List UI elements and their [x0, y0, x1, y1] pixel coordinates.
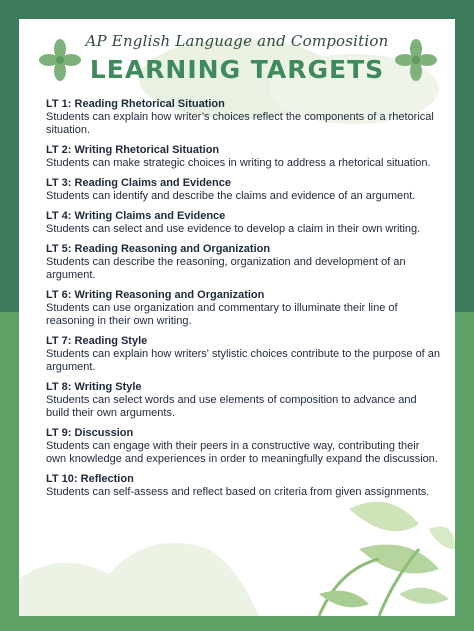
- learning-targets-card: [19, 19, 455, 616]
- target-description: Students can engage with their peers in a constructive way, contributing their own knowledge and experiences in order to meaningfully expand the discussion.: [46, 440, 438, 465]
- target-heading: LT 2: Writing Rhetorical Situation: [46, 144, 220, 156]
- target-heading: LT 7: Reading Style: [46, 335, 148, 347]
- target-description: Students can describe the reasoning, organization and development of an argument.: [46, 256, 406, 281]
- target-heading: LT 6: Writing Reasoning and Organization: [46, 289, 265, 301]
- plant-foliage-icon: [19, 489, 455, 616]
- page-title: LEARNING TARGETS: [89, 55, 385, 84]
- list-item: [46, 210, 441, 236]
- list-item: [46, 427, 441, 466]
- course-subtitle: AP English Language and Composition: [85, 32, 389, 50]
- target-description: Students can select words and use elements of composition to advance and build their own arguments.: [46, 394, 417, 419]
- target-description: Students can identify and describe the claims and evidence of an argument.: [46, 190, 416, 202]
- targets-list: [46, 98, 441, 506]
- target-description: Students can explain how writers' stylistic choices contribute to the purpose of an argument.: [46, 348, 441, 373]
- target-heading: LT 9: Discussion: [46, 427, 134, 439]
- list-item: [46, 98, 441, 137]
- list-item: [46, 381, 441, 420]
- target-description: Students can select and use evidence to develop a claim in their own writing.: [46, 223, 421, 235]
- target-heading: LT 10: Reflection: [46, 473, 134, 485]
- target-heading: LT 4: Writing Claims and Evidence: [46, 210, 226, 222]
- target-description: Students can use organization and commentary to illuminate their line of reasoning in their own writing.: [46, 302, 398, 327]
- target-description: Students can self-assess and reflect based on criteria from given assignments.: [46, 486, 430, 498]
- target-heading: LT 8: Writing Style: [46, 381, 142, 393]
- list-item: [46, 144, 441, 170]
- target-description: Students can explain how writer’s choices reflect the components of a rhetorical situation.: [46, 111, 434, 136]
- target-heading: LT 5: Reading Reasoning and Organization: [46, 243, 271, 255]
- list-item: [46, 289, 441, 328]
- list-item: [46, 473, 441, 499]
- target-heading: LT 3: Reading Claims and Evidence: [46, 177, 232, 189]
- target-description: Students can make strategic choices in writing to address a rhetorical situation.: [46, 157, 431, 169]
- list-item: [46, 177, 441, 203]
- target-heading: LT 1: Reading Rhetorical Situation: [46, 98, 225, 110]
- list-item: [46, 335, 441, 374]
- list-item: [46, 243, 441, 282]
